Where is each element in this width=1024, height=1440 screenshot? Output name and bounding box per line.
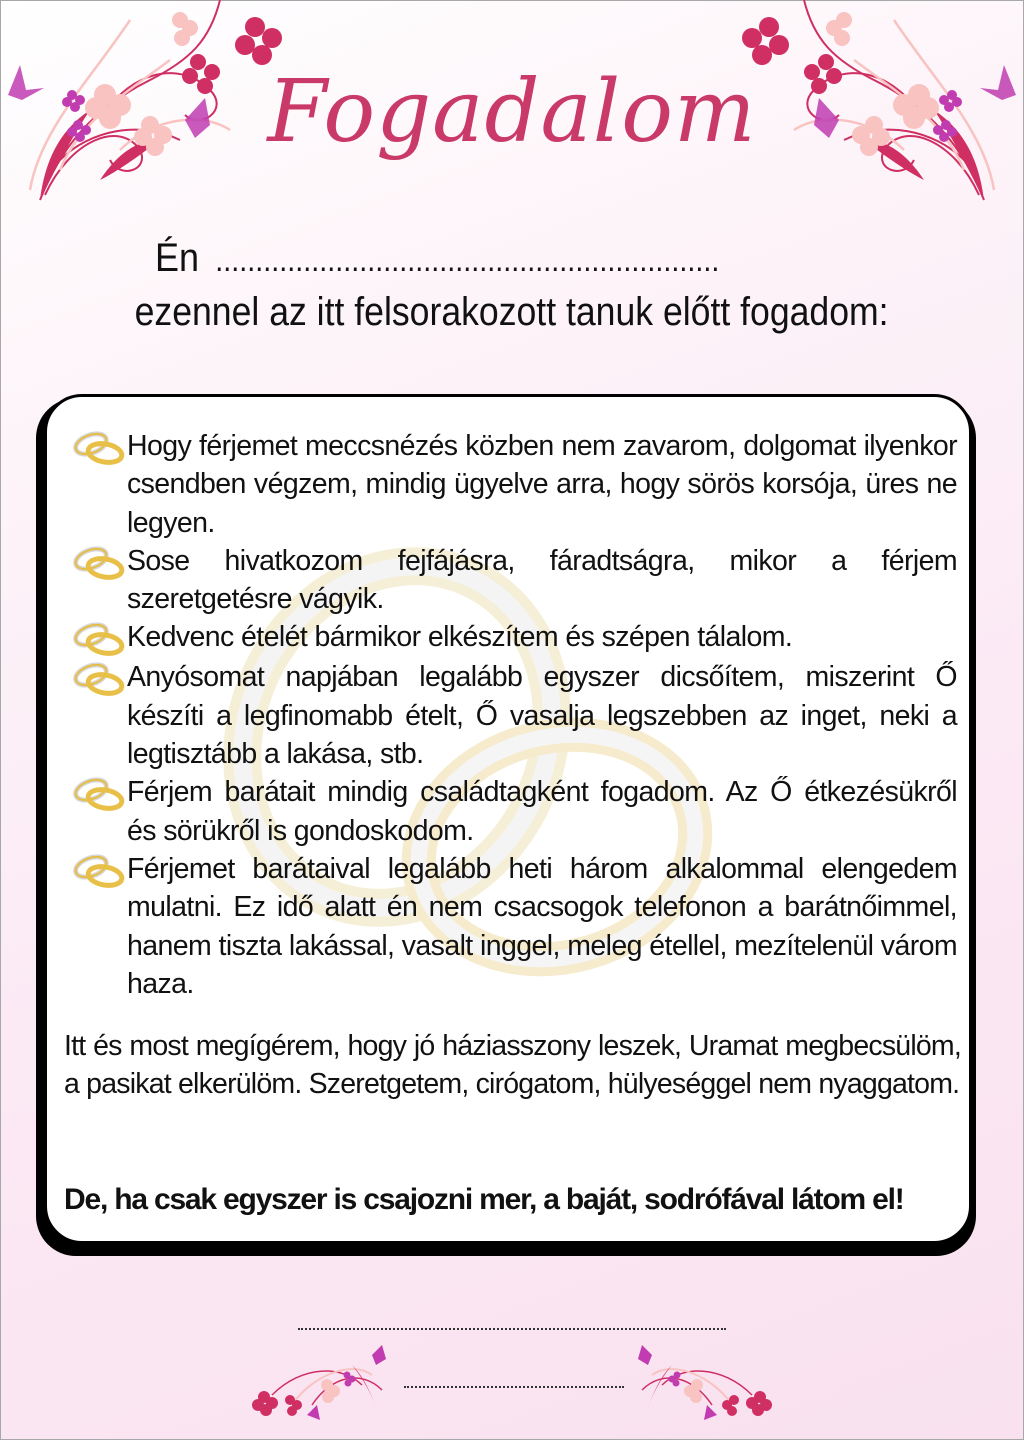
vow-item	[69, 773, 959, 850]
vow-text: Anyósomat napjában legalább egyszer dicsőítem, miszerint Ő készíti a legfinomabb ételt, Ő vasalja legszebben az inget, neki a legtisztább a lakása, stb.	[127, 661, 957, 771]
vow-text: Férjemet barátaival legalább heti három alkalommal elengedem mulatni. Ez idő alatt én nem csacsogok telefonon a barátnőimmel, hanem tiszta lakással, vasalt inggel, meleg étellel, mezítelenül várom haza.	[127, 852, 957, 1000]
vow-box	[44, 394, 972, 1244]
floral-ornament-bottom-right	[622, 1345, 772, 1425]
wedding-rings-icon	[69, 775, 127, 813]
vow-text: Sose hivatkozom fejfájásra, fáradtságra, mikor a férjem szeretgetésre vágyik.	[127, 544, 957, 616]
name-prefix: Én	[155, 236, 200, 280]
name-blank-field[interactable]: ...............................................................	[215, 242, 720, 278]
vow-item	[69, 618, 959, 658]
closing-statement: De, ha csak egyszer is csajozni mer, a baját, sodrófával látom el!	[64, 1183, 904, 1216]
signature-line[interactable]	[404, 1386, 624, 1388]
name-line	[155, 236, 719, 281]
signature-line-witness[interactable]	[298, 1328, 726, 1330]
vow-text: Kedvenc ételét bármikor elkészítem és szépen tálalom.	[127, 621, 793, 654]
wedding-rings-icon	[69, 620, 127, 658]
wedding-rings-icon	[69, 429, 127, 467]
wedding-rings-icon	[69, 852, 127, 890]
wedding-rings-icon	[69, 660, 127, 698]
vow-item	[69, 850, 959, 1003]
floral-ornament-bottom-left	[252, 1345, 402, 1425]
vow-intro	[0, 290, 1024, 335]
wedding-rings-icon	[69, 544, 127, 582]
vow-item	[69, 427, 959, 542]
vow-item	[69, 542, 959, 619]
vow-intro-text: ezennel az itt felsorakozott tanuk előtt fogadom:	[135, 290, 889, 334]
vow-text: Férjem barátait mindig családtagként fogadom. Az Ő étkezésükről és sörükről is gondoskodom.	[127, 776, 957, 847]
vow-item	[69, 658, 959, 773]
vow-list	[69, 427, 959, 1003]
promise-paragraph: Itt és most megígérem, hogy jó háziasszony leszek, Uramat megbecsülöm, a pasikat elkerülöm. Szeretgetem, cirógatom, hülyeséggel nem nyaggatom.	[64, 1030, 961, 1101]
vow-text: Hogy férjemet meccsnézés közben nem zavarom, dolgomat ilyenkor csendben végzem, mindig ügyelve arra, hogy sörös korsója, üres ne legyen.	[127, 430, 957, 539]
document-title: Fogadalom	[267, 62, 757, 162]
